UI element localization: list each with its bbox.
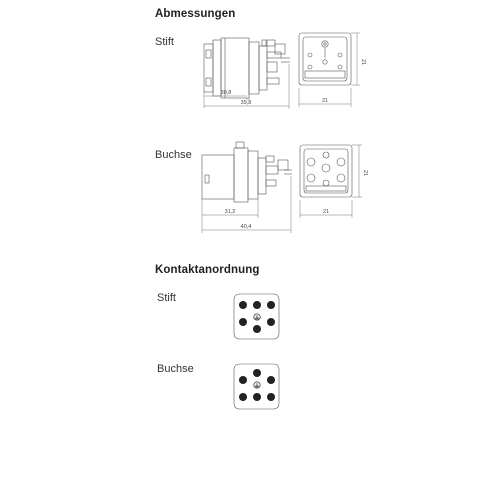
buchse-contact-5 [253, 393, 261, 401]
stift-dim-inner: 30,8 [220, 90, 232, 96]
stift-dim-outer: 39,8 [240, 100, 252, 106]
buchse-contacts-label: Buchse [157, 363, 194, 375]
stift-contact-1 [239, 301, 247, 309]
stift-contact-2 [253, 301, 261, 309]
buchse-ground-contact [254, 382, 260, 388]
stift-ground-contact [254, 314, 260, 320]
dimensions-heading: Abmessungen [155, 8, 236, 20]
buchse-contact-1 [253, 369, 261, 377]
buchse-side-view [202, 142, 292, 202]
stift-front-view [299, 33, 351, 85]
buchse-dim-outer: 40,4 [240, 224, 252, 230]
buchse-contact-3 [267, 376, 275, 384]
buchse-front-view [300, 145, 352, 197]
buchse-dimensions-label: Buchse [155, 149, 192, 161]
buchse-contact-2 [239, 376, 247, 384]
buchse-dim-front-height: 21 [362, 169, 368, 177]
contact-arrangement-heading: Kontaktanordnung [155, 264, 260, 276]
stift-side-view [204, 38, 290, 98]
stift-contacts-label: Stift [157, 292, 176, 304]
stift-dim-front-height: 21 [360, 58, 366, 66]
stift-contact-3 [267, 301, 275, 309]
stift-dimensions-label: Stift [155, 36, 174, 48]
stift-contact-4 [239, 318, 247, 326]
stift-contact-6 [253, 325, 261, 333]
buchse-dim-inner: 31,2 [224, 209, 236, 215]
stift-dim-front-width: 21 [321, 98, 329, 104]
buchse-contact-4 [239, 393, 247, 401]
buchse-contact-6 [267, 393, 275, 401]
buchse-dim-front-width: 21 [322, 209, 330, 215]
stift-contact-5 [267, 318, 275, 326]
